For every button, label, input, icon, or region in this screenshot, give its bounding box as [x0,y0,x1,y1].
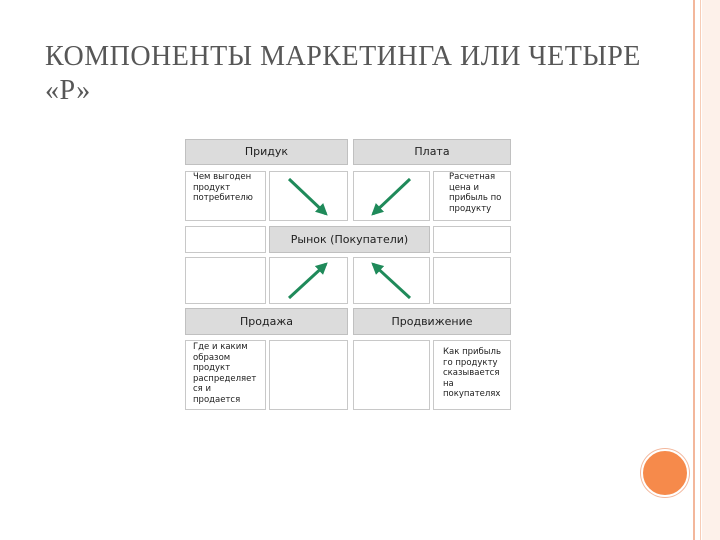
arrow-product-to-market [289,179,326,214]
place-label: Продажа [240,315,293,328]
arrow-price-to-market [373,179,410,214]
slide-frame-line-inner [700,0,701,540]
price-note: Расчетная цена и прибыль по продукту [449,172,502,214]
arrow-promotion-to-market [373,264,410,298]
arrows-layer [181,135,514,415]
four-p-diagram [181,135,514,415]
arrow-place-to-market [289,264,326,298]
slide-frame-line [693,0,695,540]
promotion-note: Как прибыль го продукту сказывается на покупателях [443,347,501,399]
market-label: Рынок (Покупатели) [290,233,409,246]
price-label: Плата [414,145,450,158]
slide-title: КОМПОНЕНТЫ МАРКЕТИНГА ИЛИ ЧЕТЫРЕ «Р» [45,41,641,106]
product-label: Придук [244,145,289,158]
orange-circle-decoration [641,449,689,497]
promotion-label: Продвижение [391,315,473,328]
place-note: Где и каким образом продукт распределяет ся и продается [193,342,257,405]
product-note: Чем выгоден продукт потребителю [193,172,253,203]
slide-frame-band [702,0,720,540]
